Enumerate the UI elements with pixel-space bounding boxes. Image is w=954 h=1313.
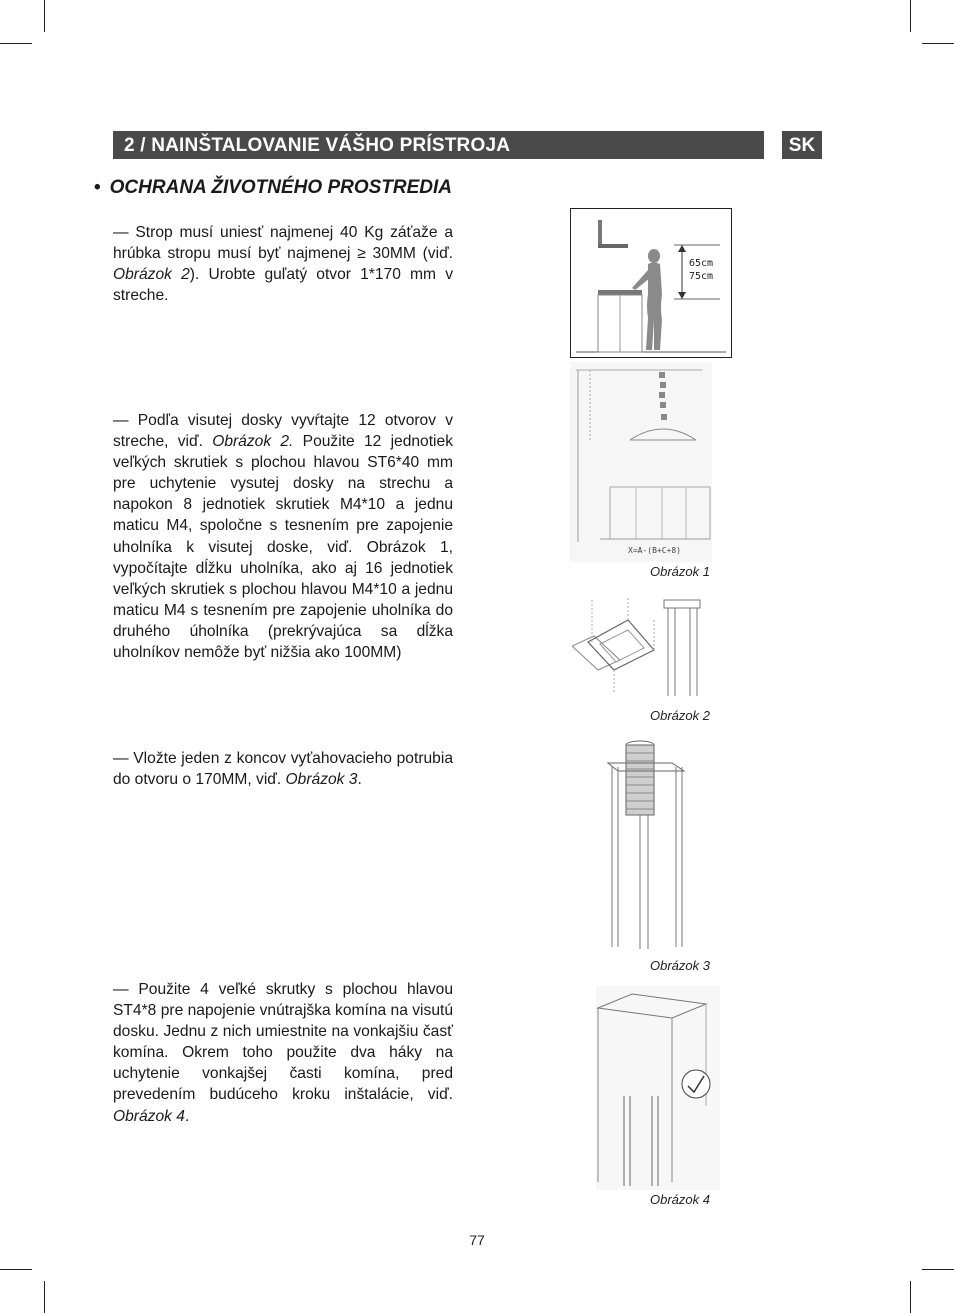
crop-mark [0,1269,32,1270]
paragraph-drilling [113,410,453,663]
crop-mark [44,0,45,32]
paragraph-duct [113,748,453,790]
height-label-bottom: 75cm [689,271,714,282]
figure-reference: Obrázok 2 [113,266,190,284]
language-badge: SK [782,131,822,159]
paragraph-chimney [113,979,453,1127]
section-title-text: OCHRANA ŽIVOTNÉHO PROSTREDIA [109,177,453,198]
figure-reference: Obrázok 2. [212,433,294,451]
paragraph-text: ). Urobte guľatý otvor 1*170 mm v streche. [113,266,453,305]
crop-mark [910,0,911,32]
figure-1-formula: X=A-(B+C+8) [628,546,681,555]
crop-mark [922,43,954,44]
figure-reference: Obrázok 3 [285,771,358,789]
page-number: 77 [469,1232,485,1248]
paragraph-text: — Vložte jeden z koncov vyťahovacieho potrubia do otvoru o 170MM, viď. [113,750,453,789]
bullet: • [94,177,101,198]
figure-1 [570,362,712,562]
paragraph-text: — Použite 4 veľké skrutky s plochou hlavou ST4*8 pre napojenie vnútrajška komína na visutú dosku. Jednu z nich umiestnite na vonkajšiu časť komína. Okrem toho použite dva háky na uchytenie vonkajšej časti komína, pred prevedením budúceho kroku inštalácie, viď. [113,981,453,1104]
height-figure [570,208,732,359]
paragraph-text: Použite 12 jednotiek veľkých skrutiek s plochou hlavou ST6*40 mm pre uchytenie vysutej dosky na strechu a napokon 8 jednotiek skrutiek M4*10 a jednu maticu M4, spoločne s tesnením pre zapojenie uholníka k visutej doske, viď. Obrázok 1, vypočítajte dĺžku uholníka, ako aj 16 jednotiek veľkých skrutiek s plochou hlavou M4*10 a jednu maticu M4 s tesnením pre zapojenie uholníka do druhého úholníka (prekrývajúca sa dĺžka uholníkov nemôže byť nižšia ako 100MM) [113,433,453,662]
figure-reference: Obrázok 4 [113,1107,185,1125]
figure-1-caption: Obrázok 1 [650,564,710,579]
crop-mark [910,1281,911,1313]
crop-mark [922,1269,954,1270]
figure-4 [596,986,720,1190]
paragraph-ceiling [113,222,453,306]
paragraph-text: . [357,771,362,789]
figure-4-caption: Obrázok 4 [650,1192,710,1207]
paragraph-text: . [184,1107,190,1125]
crop-mark [0,43,32,44]
figure-3-caption: Obrázok 3 [650,958,710,973]
figure-2 [572,590,720,702]
crop-mark [44,1281,45,1313]
height-label-top: 65cm [689,258,714,269]
figure-2-caption: Obrázok 2 [650,708,710,723]
section-title [94,177,452,199]
figure-3 [606,737,690,953]
paragraph-text: — Podľa visutej dosky vyvŕtajte 12 otvorov v streche, viď. [113,412,453,451]
paragraph-text: — Strop musí uniesť najmenej 40 Kg záťaže a hrúbka stropu musí byť najmenej ≥ 30MM (viď. [113,224,453,263]
chapter-header: 2 / NAINŠTALOVANIE VÁŠHO PRÍSTROJA [113,131,764,159]
